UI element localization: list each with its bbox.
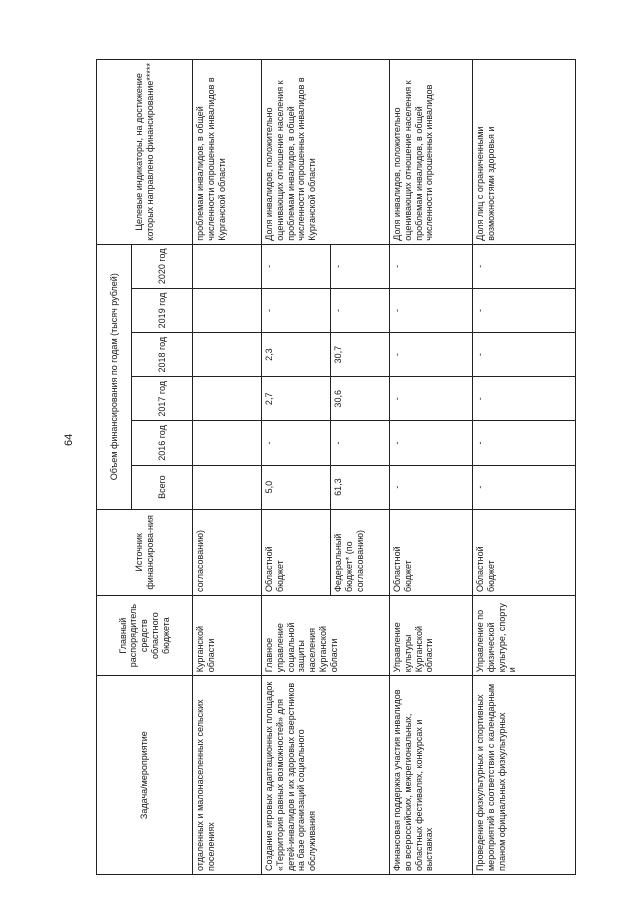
y2018-cell: - [473, 333, 576, 377]
source-cell: Областной бюджет [473, 509, 576, 595]
task-cell: Проведение физкультурных и спортивных мероприятий в соответствии с календарным планом официальных физкультурных [473, 676, 576, 875]
header-total: Всего [132, 465, 193, 509]
header-task: Задача/мероприятие [97, 676, 193, 875]
page-number: 64 [63, 433, 75, 446]
y2016-cell: - [262, 421, 331, 465]
y2018-cell: - [390, 333, 473, 377]
source-cell: Областной бюджет [262, 509, 331, 595]
task-cell: отдаленных и малонаселенных сельских поселениях [193, 676, 262, 875]
y2017-cell: 30,6 [331, 377, 390, 421]
y2017-cell: - [473, 377, 576, 421]
manager-cell: Курганской области [193, 596, 262, 676]
y2018-cell: 30,7 [331, 333, 390, 377]
y2018-cell [193, 333, 262, 377]
manager-cell: Управление по физической культуре, спорту и [473, 596, 576, 676]
header-volume: Объем финансирования по годам (тысяч рублей) [97, 244, 132, 509]
y2019-cell: - [331, 288, 390, 332]
indicator-cell: проблемам инвалидов, в общей численности опрошенных инвалидов в Курганской области [193, 60, 262, 245]
header-2017: 2017 год [132, 377, 193, 421]
y2019-cell: - [262, 288, 331, 332]
y2019-cell: - [390, 288, 473, 332]
source-cell: согласованию) [193, 509, 262, 595]
y2017-cell: 2,7 [262, 377, 331, 421]
table-row [390, 60, 473, 875]
total-cell [193, 465, 262, 509]
task-cell: Создание игровых адаптационных площадок «Территория равных возможностей» для детей-инвалидов и их здоровых сверстников на базе организаций социального обслуживания [262, 676, 390, 875]
header-row-top [97, 60, 132, 875]
manager-cell: Главное управление социальной защиты населения Курганской области [262, 596, 390, 676]
header-indicators: Целевые индикаторы, на достижение которых направлено финансирование***** [97, 60, 193, 245]
y2017-cell: - [390, 377, 473, 421]
table-row [193, 60, 262, 875]
header-2019: 2019 год [132, 288, 193, 332]
y2020-cell: - [390, 244, 473, 288]
y2016-cell: - [473, 421, 576, 465]
table-row [473, 60, 576, 875]
financing-table [96, 59, 576, 875]
y2020-cell [193, 244, 262, 288]
y2016-cell [193, 421, 262, 465]
y2016-cell: - [331, 421, 390, 465]
y2020-cell: - [331, 244, 390, 288]
task-cell: Финансовая поддержка участия инвалидов во всероссийских, межрегиональных, областных фестивалях, конкурсах и выставках [390, 676, 473, 875]
source-cell: Федеральный бюджет* (по согласованию) [331, 509, 390, 595]
y2019-cell [193, 288, 262, 332]
header-manager: Главный распорядитель средств областного бюджета [97, 596, 193, 676]
total-cell: - [473, 465, 576, 509]
y2016-cell: - [390, 421, 473, 465]
indicator-cell: Доля инвалидов, положительно оценивающих отношение населения к проблемам инвалидов, в общей численности опрошенных инвалидов [390, 60, 473, 245]
total-cell: 5,0 [262, 465, 331, 509]
header-2020: 2020 год [132, 244, 193, 288]
header-2016: 2016 год [132, 421, 193, 465]
indicator-cell: Доля инвалидов, положительно оценивающих отношение населения к проблемам инвалидов, в общей численности опрошенных инвалидов в Курганской области [262, 60, 390, 245]
rotated-page [96, 59, 599, 875]
source-cell: Областной бюджет [390, 509, 473, 595]
y2020-cell: - [262, 244, 331, 288]
manager-cell: Управление культуры Курганской области [390, 596, 473, 676]
header-2018: 2018 год [132, 333, 193, 377]
y2019-cell: - [473, 288, 576, 332]
table-row [262, 60, 331, 875]
total-cell: 61,3 [331, 465, 390, 509]
header-source: Источник финансирова-ния [97, 509, 193, 595]
indicator-cell: Доля лиц с ограниченными возможностями здоровья и [473, 60, 576, 245]
y2018-cell: 2,3 [262, 333, 331, 377]
y2020-cell: - [473, 244, 576, 288]
total-cell: - [390, 465, 473, 509]
y2017-cell [193, 377, 262, 421]
